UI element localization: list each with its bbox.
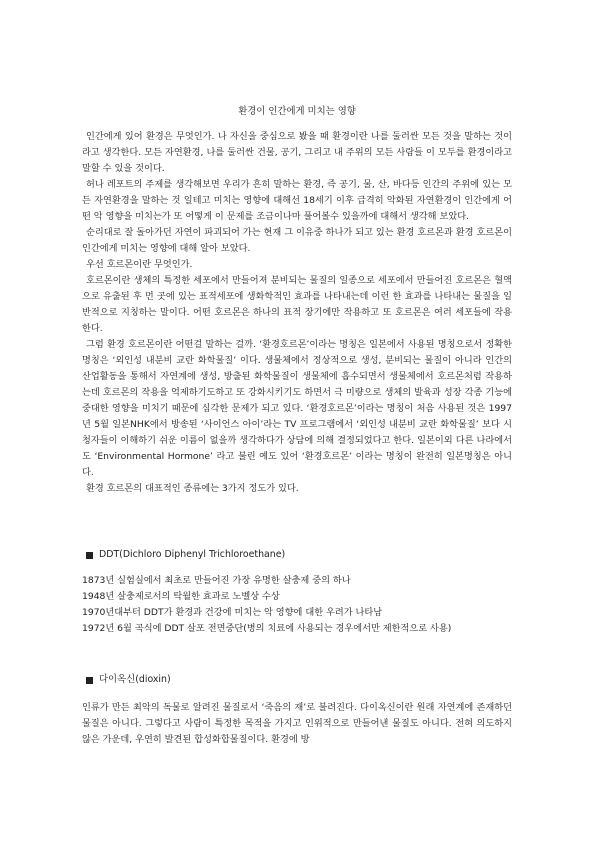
list-item: 1970년대부터 DDT가 환경과 건강에 미치는 악 영향에 대한 우려가 나타남 bbox=[82, 607, 383, 618]
intro-paragraph-1: 인간에게 있어 환경은 무엇인가. 나 자신을 중심으로 봤을 때 환경이란 나를 둘러싼 모든 것을 말하는 것이라고 생각한다. 모든 자연환경, 나를 둘러싼 건물, 공기, 그리고 내 주위의 모든 사람들 이 모두를 환경이라고 말할 수 있을 것이다. bbox=[82, 131, 512, 174]
page-title: 환경이 인간에게 미치는 영향 bbox=[238, 106, 356, 117]
section-heading-text: 다이옥신(dioxin) bbox=[99, 674, 171, 685]
ddt-history-list bbox=[82, 573, 512, 637]
square-bullet-icon bbox=[86, 552, 93, 559]
list-item: 1948년 살충제로서의 탁월한 효과로 노벨상 수상 bbox=[82, 591, 280, 602]
intro-paragraph-6: 그럼 환경 호르몬이란 어떤걸 말하는 걸까. ‘환경호르몬’이라는 명칭은 일본에서 사용된 명칭으로서 정확한 명칭은 ‘외인성 내분비 교란 화학물질’ 이다. 생물체에서 정상적으로 생성, 분비되는 물질이 아니라 인간의 산업활동을 통해서 자연계에 생성, 방출된 화학물질이 생물체에 흡수되면서 생물체에서 호르몬처럼 작용하는데 호르몬의 작용을 억제하기도하고 또 강화시키기도 하면서 극 미량으로 생체의 발육과 성장 각종 기능에 중대한 영향을 미치기 때문에 심각한 문제가 되고 있다. ‘환경호르몬’이라는 명칭이 처음 사용된 것은 1997년 5월 일본NHK에서 방송된 ‘사이언스 아이’라는 TV 프로그램에서 ‘외인성 내분비 교란 화학물질’ 보다 시청자들이 이해하기 쉬운 이름이 없을까 생각하다가 상담에 의해 결정되었다고 한다. 일본이외 다른 나라에서도 ‘Environmental Hormone’ 라고 불린 예도 있어 ‘환경호르몬’ 이라는 명칭이 완전히 일본명칭은 아니다. bbox=[82, 339, 512, 478]
intro-paragraph-5: 호르몬이란 생체의 특정한 세포에서 만들어져 분비되는 물질의 일종으로 세포에서 만들어진 호르몬은 혈액으로 유출된 후 먼 곳에 있는 표적세포에 생화학적인 효과를 나타내는데 이런 한 효과를 나타내는 물질을 일반적으로 지칭하는 말이다. 어떤 호르몬은 하나의 표적 장기에만 작용하고 또 호르몬은 여러 세포들에 작용한다. bbox=[82, 275, 512, 334]
intro-paragraph-4: 우선 호르몬이란 무엇인가. bbox=[86, 259, 193, 270]
section-heading-text: DDT(Dichloro Diphenyl Trichloroethane) bbox=[99, 549, 286, 560]
dioxin-paragraph: 인류가 만든 최악의 독물로 알려진 물질로서 ‘죽음의 재’로 불려진다. 다이옥신이란 원래 자연계에 존재하던 물질은 아니다. 그렇다고 사람이 특정한 목적을 가지고 인위적으로 만들어낸 물질도 아니다. 전혀 의도하지 않은 가운데, 우연히 발견된 합성화합물질이다. 환경에 방 bbox=[82, 702, 512, 745]
section-heading-dioxin bbox=[86, 672, 506, 688]
list-item: 1972년 6월 곡식에 DDT 살포 전면중단(병의 치료에 사용되는 경우에서만 제한적으로 사용) bbox=[82, 623, 452, 634]
intro-paragraph-7: 환경 호르몬의 대표적인 종류에는 3가지 정도가 있다. bbox=[86, 483, 299, 494]
intro-section bbox=[82, 129, 512, 497]
list-item: 1873년 실험실에서 최초로 만들어진 가장 유명한 살충제 중의 하나 bbox=[82, 575, 351, 586]
section-heading-ddt bbox=[86, 547, 506, 563]
intro-paragraph-2: 허나 레포트의 주제를 생각해보면 우리가 흔히 말하는 환경, 즉 공기, 물, 산, 바다등 인간의 주위에 있는 모든 자연환경을 말하는 것 일테고 미치는 영향에 대해선 18세기 이후 급격히 악화된 자연환경이 인간에게 어떤 악 영향을 미치는가 또 어떻게 이 문제를 조금이나마 풀어볼수 있을까에 대해서 생각해 보았다. bbox=[82, 179, 512, 222]
intro-paragraph-3: 순리대로 잘 돌아가던 자연이 파괴되어 가는 현재 그 이유중 하나가 되고 있는 환경 호르몬과 환경 호르몬이 인간에게 미치는 영향에 대해 알아 보았다. bbox=[82, 227, 512, 254]
dioxin-section bbox=[82, 700, 512, 748]
square-bullet-icon bbox=[86, 677, 93, 684]
